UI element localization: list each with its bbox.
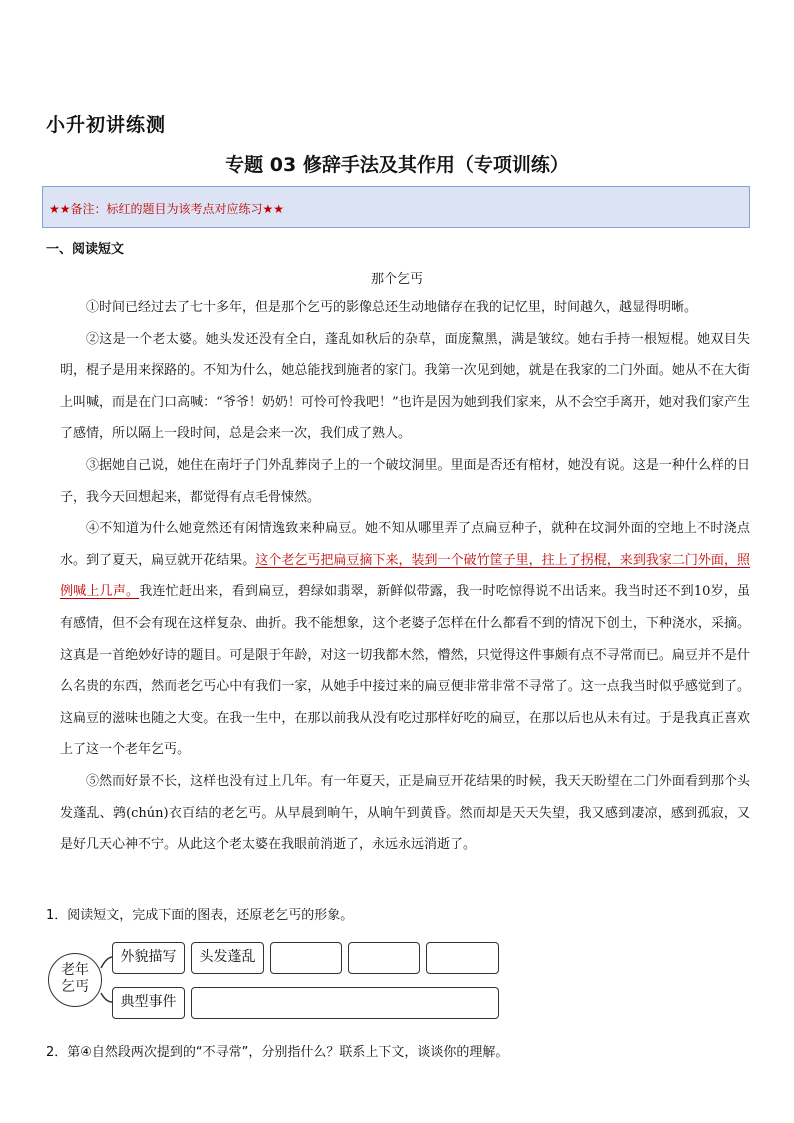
center-label-line2: 乞丐 bbox=[61, 979, 89, 995]
paragraph-4-part-b: 我连忙赶出来，看到扁豆，碧绿如翡翠，新鲜似带露，我一时吃惊得说不出话来。我当时还不到10岁，虽有感情，但不会有现在这样复杂、曲折。我不能想象，这个老婆子怎样在什么都看不到的情况下创土，下种浇水，采摘。这真是一首绝妙好诗的题目。可是限于年龄，对这一切我都木然，懵然，只觉得这件事颇有点不寻常而已。扁豆并不是什么名贵的东西，然而老乞丐心中有我们一家，从她手中接过来的扁豆便非常非常不寻常了。这一点我当时似乎感觉到了。这扁豆的滋味也随之大变。在我一生中，在那以前我从没有吃过那样好吃的扁豆，在那以后也从未有过。于是我真正喜欢上了这一个老年乞丐。 bbox=[60, 584, 750, 758]
center-circle bbox=[48, 953, 102, 1007]
paragraph-1: ①时间已经过去了七十多年，但是那个乞丐的影像总还生动地储存在我的记忆里，时间越久，越显得明晰。 bbox=[86, 300, 698, 315]
paragraph-2: ②这是一个老太婆。她头发还没有全白，蓬乱如秋后的杂草，面庞黧黑，满是皱纹。她右手持一根短棍。她双目失明，棍子是用来探路的。不知为什么，她总能找到施者的家门。我第一次见到她，就是在我家的二门外面。她从不在大街上叫喊，而是在门口高喊：“爷爷！奶奶！可怜可怜我吧！”也许是因为她到我们家来，从不会空手离开，她对我们家产生了感情，所以隔上一段时间，总是会来一次，我们成了熟人。 bbox=[60, 331, 750, 442]
question-1: 1．阅读短文，完成下面的图表，还原老乞丐的形象。 bbox=[46, 908, 354, 923]
section-heading: 一、阅读短文 bbox=[46, 242, 125, 257]
appearance-label: 外貌描写 bbox=[112, 942, 185, 974]
event-answer-blank[interactable] bbox=[191, 987, 499, 1019]
page-title: 专题 03 修辞手法及其作用（专项训练） bbox=[225, 154, 569, 176]
connector-top bbox=[101, 957, 112, 968]
event-label: 典型事件 bbox=[112, 987, 185, 1019]
paragraph-3: ③据她自己说，她住在南圩子门外乱葬岗子上的一个破坟洞里。里面是否还有棺材，她没有说。这是一种什么样的日子，我今天回想起来，都觉得有点毛骨悚然。 bbox=[60, 457, 750, 505]
appearance-answer-blank-1[interactable] bbox=[270, 942, 342, 974]
question-2: 2．第④自然段两次提到的“不寻常”，分别指什么？联系上下文，谈谈你的理解。 bbox=[46, 1045, 509, 1060]
appearance-answer-filled: 头发蓬乱 bbox=[191, 942, 264, 974]
appearance-answer-blank-3[interactable] bbox=[426, 942, 499, 974]
passage-title: 那个乞丐 bbox=[370, 272, 423, 287]
highlighted-sentence: 这个老乞丐把扁豆摘下来，装到一个破竹筐子里，拄上了拐棍，来到我家二门外面，照例喊上几声。 bbox=[60, 552, 750, 600]
connector-bottom bbox=[101, 993, 112, 1002]
paragraph-5: ⑤然而好景不长，这样也没有过上几年。有一年夏天，正是扁豆开花结果的时候，我天天盼望在二门外面看到那个头发蓬乱、鹑(chún)衣百结的老乞丐。从早晨到晌午，从晌午到黄昏。然而却是天天失望，我又感到凄凉，感到孤寂，又是好几天心神不宁。从此这个老太婆在我眼前消逝了，永远永远消逝了。 bbox=[60, 773, 750, 853]
appearance-answer-blank-2[interactable] bbox=[348, 942, 420, 974]
header-title: 小升初讲练测 bbox=[46, 114, 167, 136]
center-label-line1: 老年 bbox=[61, 962, 89, 978]
paragraph-4-part-a: ④不知道为什么她竟然还有闲情逸致来种扁豆。她不知从哪里弄了点扁豆种子，就种在坟洞外面的空地上不时浇点水。到了夏天，扁豆就开花结果。 bbox=[60, 521, 750, 568]
note-text: ★★备注：标红的题目为该考点对应练习★★ bbox=[49, 202, 285, 216]
